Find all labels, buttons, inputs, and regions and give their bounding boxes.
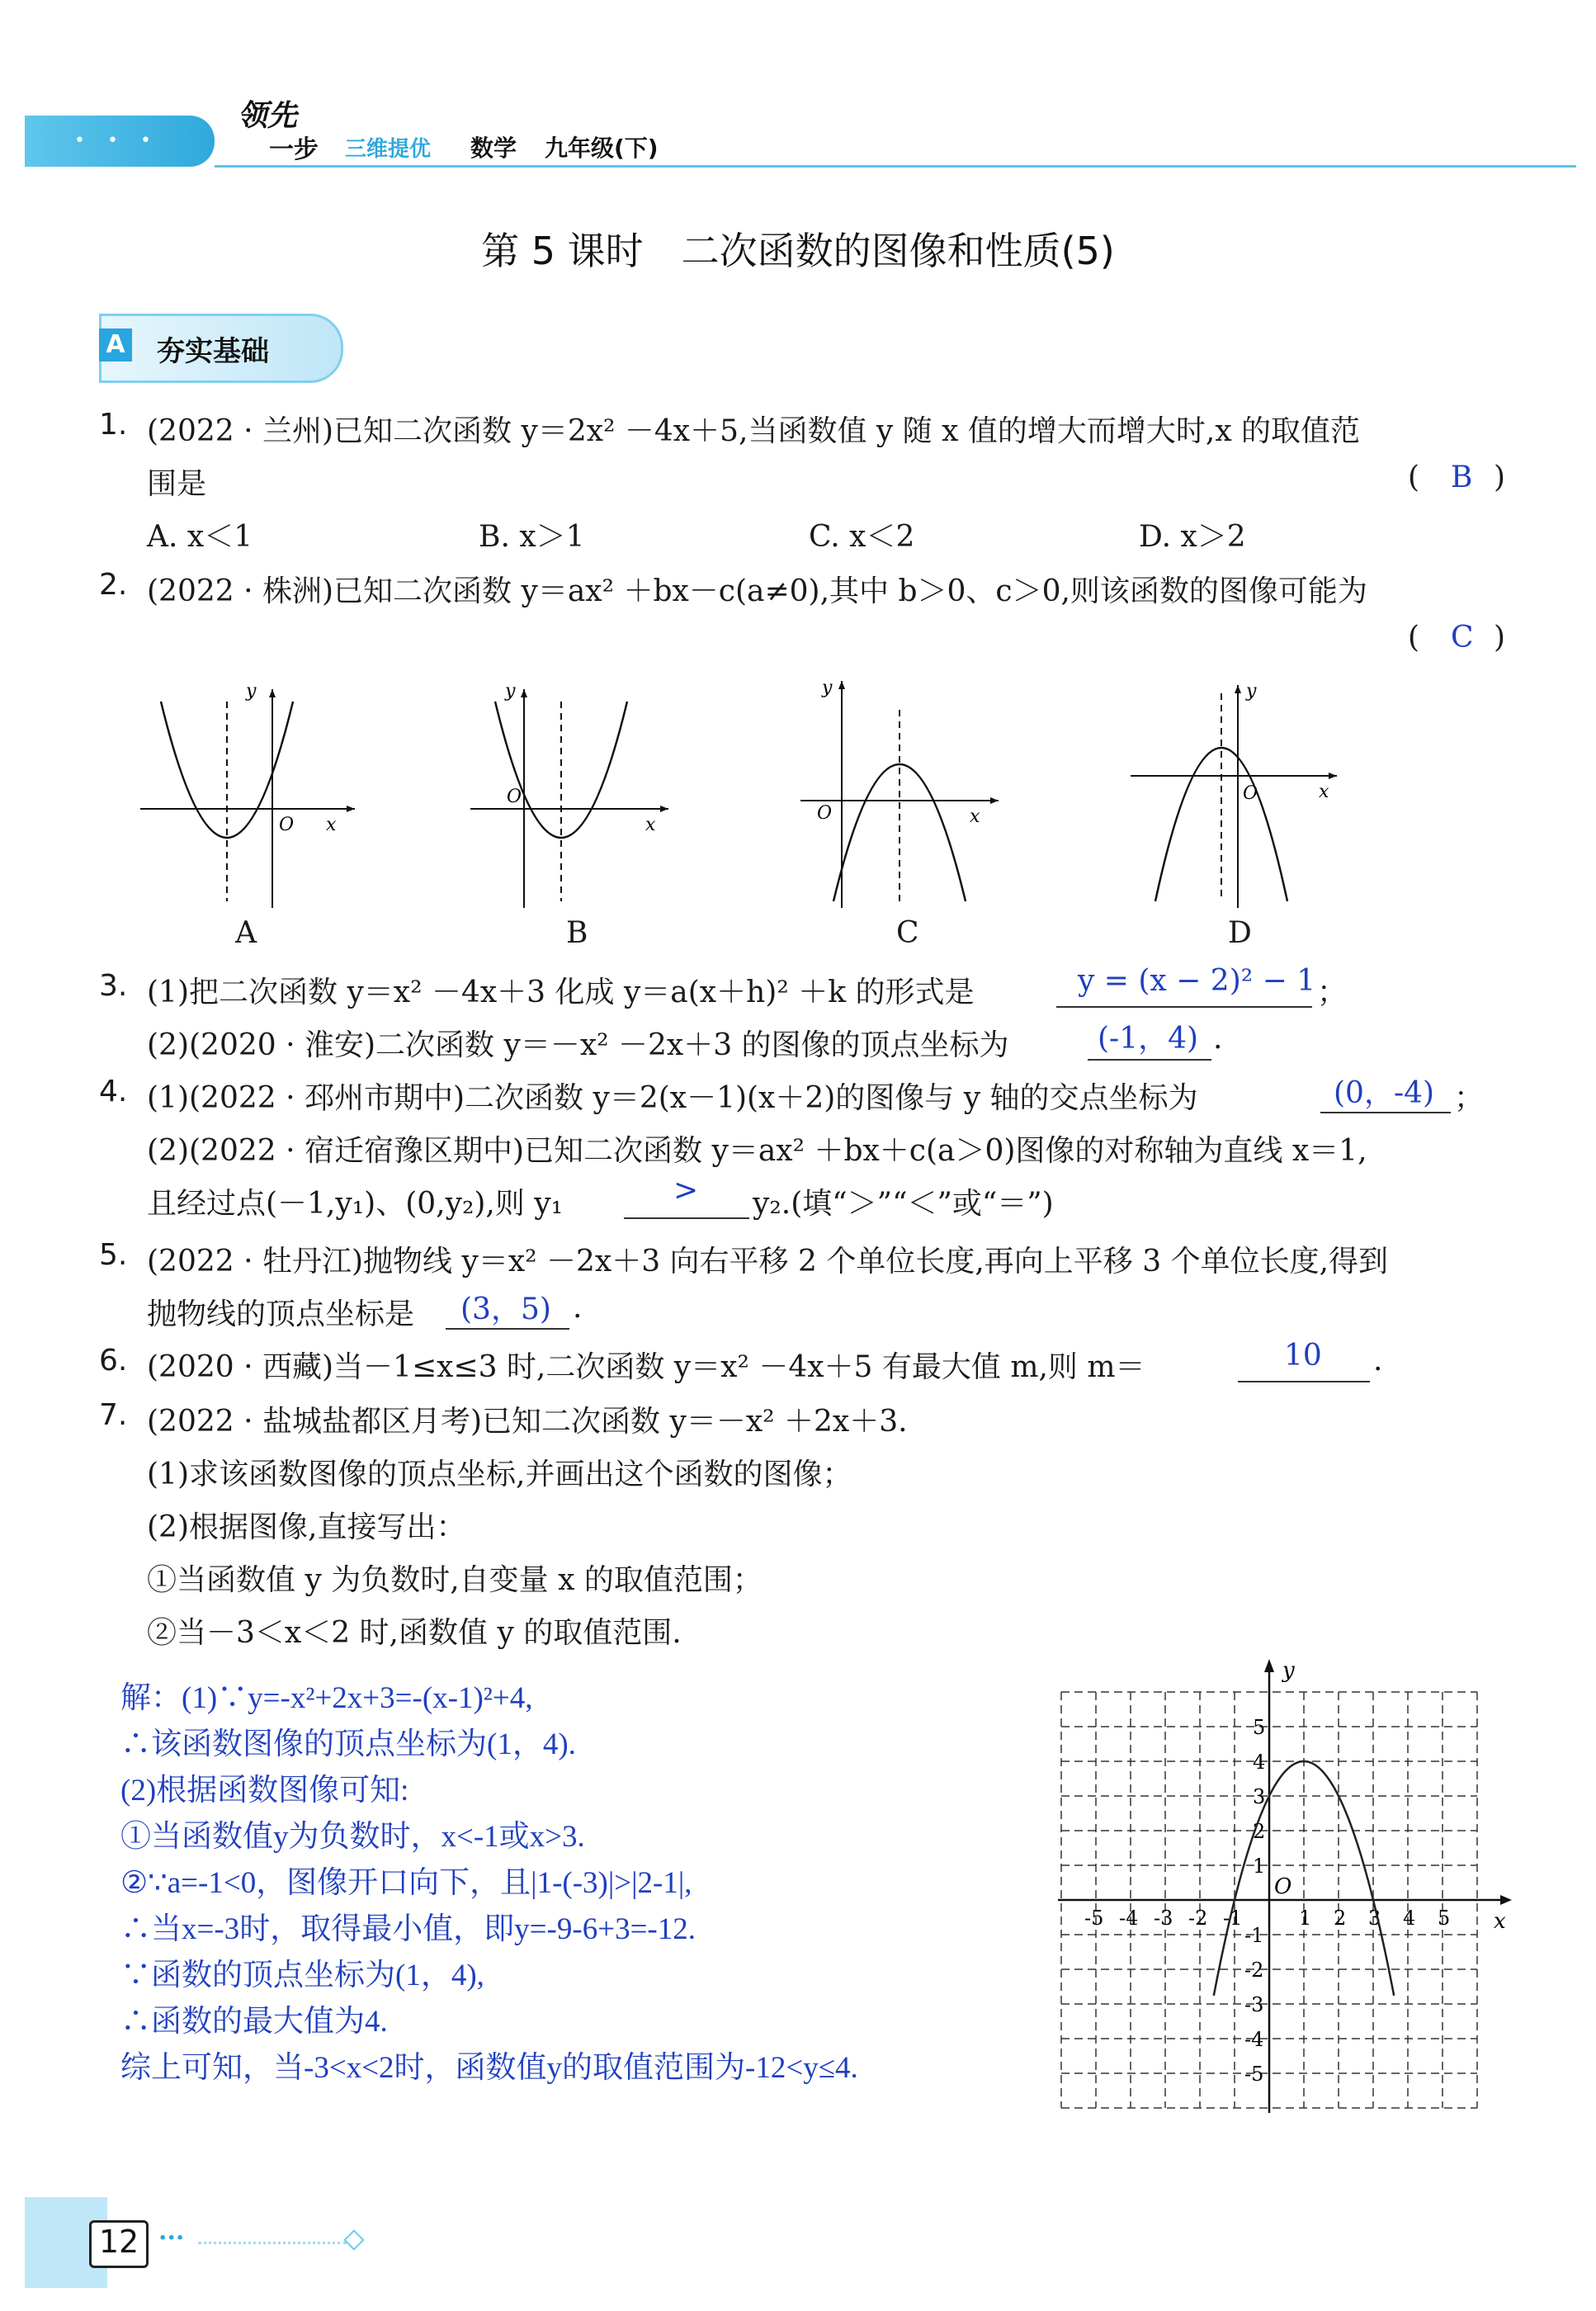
graph-a: [140, 681, 355, 908]
solution-line: ①当函数值y为负数时，x<-1或x>3.: [120, 1820, 585, 1854]
choice-d: D. x＞2: [1139, 520, 1246, 554]
answer-blank: [1238, 1380, 1370, 1382]
y-axis-arrow: [1264, 1659, 1274, 1672]
solution-line: ∴当x=-3时，取得最小值，即y=-9-6+3=-12.: [120, 1912, 696, 1946]
x-tick-label: -1: [1223, 1907, 1243, 1930]
question-text: ②当－3＜x＜2 时,函数值 y 的取值范围.: [147, 1616, 682, 1650]
graph-b: [470, 681, 668, 908]
x-axis-label: x: [645, 815, 656, 835]
y-tick-label: 1: [1253, 1855, 1266, 1878]
graph-label-d: D: [1228, 916, 1252, 950]
series-name: 三维提优: [345, 137, 432, 162]
answer-choice: C: [1451, 621, 1474, 655]
punctuation: .: [1213, 1022, 1223, 1056]
y-tick-label: -3: [1244, 1993, 1264, 2016]
question-number: 5.: [99, 1238, 128, 1272]
x-tick-label: -3: [1154, 1907, 1173, 1930]
answer-bracket-open: (: [1408, 461, 1420, 494]
question-text: 抛物线的顶点坐标是: [147, 1297, 415, 1331]
footer-dotted-line: [198, 2242, 347, 2244]
question-number: 2.: [99, 568, 128, 602]
x-tick-label: -5: [1084, 1907, 1104, 1930]
x-tick-label: 1: [1299, 1907, 1312, 1930]
solution-line: ∴该函数图像的顶点坐标为(1，4).: [120, 1727, 576, 1761]
solution-line: 综上可知，当-3<x<2时，函数值y的取值范围为-12<y≤4.: [120, 2051, 858, 2085]
question-number: 1.: [99, 408, 128, 442]
x-axis-label: x: [1494, 1909, 1506, 1934]
answer-text: y = (x − 2)² − 1: [1078, 964, 1316, 998]
y-axis-label: y: [1282, 1658, 1295, 1683]
x-tick-labels: [1084, 1907, 1450, 1930]
origin-label: O: [507, 787, 522, 807]
answer-grid-graph: [1056, 1651, 1518, 2121]
x-axis-label: x: [970, 806, 980, 827]
question-number: 3.: [99, 969, 128, 1003]
question-text: 且经过点(－1,y₁)、(0,y₂),则 y₁: [147, 1187, 564, 1221]
choice-a: A. x＜1: [147, 520, 253, 554]
question-number: 7.: [99, 1398, 128, 1432]
punctuation: ；: [1317, 976, 1348, 1009]
y-axis-arrow: [521, 689, 527, 697]
lesson-title: 第 5 课时 二次函数的图像和性质(5): [481, 229, 1115, 273]
answer-text: (-1，4): [1098, 1022, 1199, 1056]
y-tick-label: 3: [1253, 1785, 1266, 1808]
section-letter: A: [99, 328, 132, 362]
x-tick-label: -2: [1188, 1907, 1208, 1930]
question-text: 围是: [147, 467, 207, 501]
y-axis-arrow: [269, 689, 276, 697]
question-text: y₂.(填“＞”“＜”或“＝”): [753, 1187, 1054, 1221]
answer-bracket-close: ): [1494, 621, 1506, 655]
x-axis-label: x: [326, 815, 337, 835]
diamond-icon: [343, 2229, 364, 2250]
origin-label: O: [279, 815, 295, 835]
punctuation: .: [1373, 1344, 1383, 1378]
y-tick-label: 2: [1253, 1820, 1266, 1843]
answer-text: (3，5): [460, 1293, 551, 1326]
graph-c: [800, 678, 999, 908]
question-text: ①当函数值 y 为负数时,自变量 x 的取值范围；: [147, 1563, 763, 1597]
answer-text: >: [673, 1174, 699, 1207]
graph-label-a: A: [235, 916, 257, 950]
question-text: (1)把二次函数 y＝x² －4x＋3 化成 y＝a(x＋h)² ＋k 的形式是: [147, 976, 975, 1009]
origin-label: O: [1274, 1874, 1292, 1899]
solution-line: (2)根据函数图像可知:: [120, 1774, 409, 1808]
y-axis-arrow: [838, 681, 845, 689]
origin-label: O: [817, 803, 833, 824]
x-axis-arrow: [660, 806, 668, 812]
y-axis-arrow: [1235, 685, 1241, 693]
answer-blank: [1088, 1058, 1211, 1061]
question-text: (1)(2022 · 邳州市期中)二次函数 y＝2(x－1)(x＋2)的图像与 y 轴的交点坐标为: [147, 1081, 1198, 1115]
x-tick-label: 2: [1334, 1907, 1347, 1930]
question-text: (2020 · 西藏)当－1≤x≤3 时,二次函数 y＝x² －4x＋5 有最大值 m,则 m＝: [147, 1350, 1145, 1384]
answer-text: 10: [1284, 1339, 1322, 1373]
question-text: (2)根据图像,直接写出：: [147, 1510, 466, 1544]
question-text: (1)求该函数图像的顶点坐标,并画出这个函数的图像；: [147, 1458, 852, 1491]
question-number: 4.: [99, 1075, 128, 1108]
question-text: (2022 · 牡丹江)抛物线 y＝x² －2x＋3 向右平移 2 个单位长度,再向上平移 3 个单位长度,得到: [147, 1245, 1389, 1278]
footer-dots: ···: [158, 2224, 185, 2252]
grade: 九年级(下): [545, 135, 659, 162]
x-axis-arrow: [347, 806, 355, 812]
origin-label: O: [1243, 783, 1258, 804]
y-tick-label: -5: [1244, 2063, 1264, 2086]
question-text: (2)(2020 · 淮安)二次函数 y＝－x² －2x＋3 的图像的顶点坐标为: [147, 1028, 1009, 1062]
header-rule: [215, 165, 1576, 168]
graph-label-b: B: [566, 916, 588, 950]
page-number: 12: [98, 2224, 139, 2260]
x-axis-label: x: [1319, 782, 1329, 802]
graph-label-c: C: [896, 916, 919, 950]
answer-text: (0，-4): [1334, 1076, 1435, 1110]
y-axis-label: y: [246, 681, 257, 702]
brand-name-top: 领先: [238, 99, 298, 133]
question-text: (2022 · 盐城盐都区月考)已知二次函数 y＝－x² ＋2x＋3.: [147, 1405, 908, 1439]
x-tick-label: 5: [1438, 1907, 1451, 1930]
y-axis-label: y: [505, 681, 516, 702]
solution-line: ②∵a=-1<0，图像开口向下，且|1-(-3)|>|2-1|,: [120, 1866, 692, 1900]
y-tick-label: 5: [1253, 1716, 1266, 1739]
question-text: (2)(2022 · 宿迁宿豫区期中)已知二次函数 y＝ax² ＋bx＋c(a＞0)图像的对称轴为直线 x＝1,: [147, 1134, 1367, 1168]
x-axis-arrow: [990, 797, 999, 804]
y-tick-label: -2: [1244, 1959, 1264, 1982]
solution-line: 解：(1)∵y=-x²+2x+3=-(x-1)²+4,: [120, 1681, 533, 1715]
y-tick-label: -4: [1244, 2028, 1264, 2051]
choice-c: C. x＜2: [809, 520, 915, 554]
header-decoration-dots: • • •: [74, 130, 159, 151]
choice-b: B. x＞1: [479, 520, 585, 554]
graph-d: [1131, 681, 1337, 908]
answer-bracket-open: (: [1408, 621, 1420, 655]
y-tick-label: 4: [1253, 1751, 1266, 1774]
answer-blank: [1056, 1005, 1312, 1008]
answer-choice: B: [1451, 461, 1473, 494]
solution-line: ∴函数的最大值为4.: [120, 2005, 388, 2039]
y-axis-label: y: [1246, 681, 1257, 702]
subject: 数学: [470, 135, 517, 162]
y-axis-label: y: [822, 678, 833, 698]
brand-name-bottom: 一步: [269, 135, 319, 164]
x-tick-label: -4: [1119, 1907, 1139, 1930]
x-axis-arrow: [1329, 773, 1337, 779]
question-text: (2022 · 株洲)已知二次函数 y＝ax² ＋bx－c(a≠0),其中 b＞0、c＞0,则该函数的图像可能为: [147, 574, 1367, 608]
punctuation: ；: [1454, 1081, 1485, 1115]
section-name: 夯实基础: [157, 335, 269, 368]
option-graphs: [140, 677, 1362, 924]
question-number: 6.: [99, 1344, 128, 1378]
x-axis-arrow: [1500, 1895, 1512, 1905]
question-text: (2022 · 兰州)已知二次函数 y＝2x² －4x＋5,当函数值 y 随 x 值的增大而增大时,x 的取值范: [147, 414, 1361, 448]
y-tick-label: -1: [1244, 1924, 1264, 1947]
punctuation: .: [573, 1291, 583, 1325]
answer-bracket-close: ): [1494, 461, 1506, 494]
solution-line: ∵函数的顶点坐标为(1，4),: [120, 1959, 484, 1992]
x-tick-label: 4: [1403, 1907, 1416, 1930]
answer-blank: [624, 1217, 749, 1219]
x-tick-label: 3: [1368, 1907, 1381, 1930]
